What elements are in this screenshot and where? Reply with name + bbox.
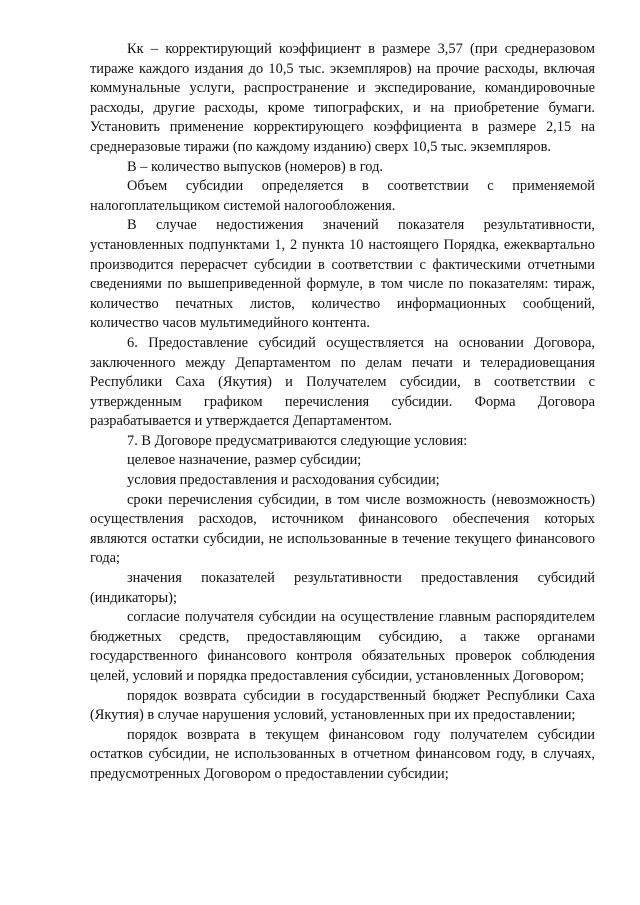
paragraph-issues-count: В – количество выпусков (номеров) в год. <box>127 158 384 175</box>
paragraph-recalculation: В случае недостижения значений показателя результативности, установленных подпунктами 1, 2 пункта 10 настоящего Порядка, ежеквартально производится перерасчет субсидии в соответствии с фактическими отчетными сведениями по вышеприведенной формуле, в том числе по показателям: тираж, количество печатных листов, количество информационных сообщений, количество часов мультимедийного контента. <box>90 217 595 332</box>
paragraph-item-6: 6. Предоставление субсидий осуществляется на основании Договора, заключенного между Департаментом по делам печати и телерадиовещания Республики Саха (Якутия) и Получателем субсидии, в соответствии с утвержденным графиком перечисления субсидии. Форма Договора разрабатывается и утверждается Департаментом. <box>90 334 595 430</box>
list-item-terms: сроки перечисления субсидии, в том числе возможность (невозможность) осуществления расходов, источником финансового обеспечения которых являются остатки субсидии, не использованные в течение текущего финансового года; <box>90 491 595 567</box>
list-item-consent: согласие получателя субсидии на осуществление главным распорядителем бюджетных средств, предоставляющим субсидию, а также органами государственного финансового контроля обязательных проверок соблюдения целей, условий и порядка предоставления субсидии, установленных Договором; <box>90 609 595 684</box>
document-page <box>90 40 595 785</box>
list-item-return-order: порядок возврата субсидии в государственный бюджет Республики Саха (Якутия) в случае нарушения условий, установленных при их предоставлении; <box>90 687 595 724</box>
list-item-return-remainder: порядок возврата в текущем финансовом году получателем субсидии остатков субсидии, не использованных в отчетном финансовом году, в случаях, предусмотренных Договором о предоставлении субсидии; <box>90 726 595 782</box>
paragraph-item-7: 7. В Договоре предусматриваются следующие условия: <box>127 432 468 449</box>
list-item-conditions: условия предоставления и расходования субсидии; <box>127 472 440 489</box>
paragraph-subsidy-volume: Объем субсидии определяется в соответствии с применяемой налогоплательщиком системой налогообложения. <box>90 178 595 214</box>
paragraph-kk-coefficient: Кк – корректирующий коэффициент в размере 3,57 (при среднеразовом тираже каждого издания до 10,5 тыс. экземпляров) на прочие расходы, включая коммунальные услуги, распространение и экспедирование, командировочные расходы, другие расходы, кроме типографских, и на приобретение бумаги. Установить применение корректирующего коэффициента в размере 2,15 на среднеразовые тиражи (по каждому изданию) сверх 10,5 тыс. экземпляров. <box>90 41 595 155</box>
list-item-indicators: значения показателей результативности предоставления субсидий (индикаторы); <box>90 570 595 606</box>
list-item-purpose: целевое назначение, размер субсидии; <box>127 452 362 469</box>
